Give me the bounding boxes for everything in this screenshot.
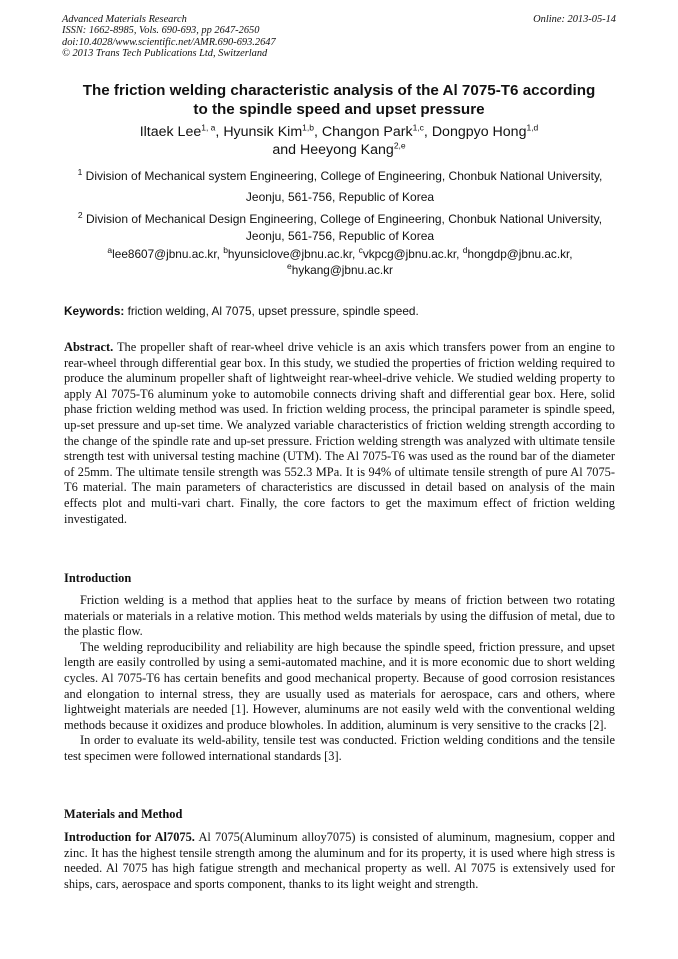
keywords-section <box>64 303 616 319</box>
introduction-heading: Introduction <box>64 571 132 585</box>
paper-title <box>55 82 623 119</box>
affiliation-2 <box>64 211 616 245</box>
email-sup: b <box>223 245 228 256</box>
journal-name: Advanced Materials Research <box>62 14 187 25</box>
issn-line: ISSN: 1662-8985, Vols. 690-693, pp 2647-2650 <box>62 25 260 37</box>
email-address[interactable]: lee8607@jbnu.ac.kr <box>112 247 217 261</box>
email-address[interactable]: vkpcg@jbnu.ac.kr <box>362 247 457 261</box>
affiliation-num: 2 <box>77 210 83 220</box>
mm-text: Al 7075(Aluminum alloy7075) is consisted of aluminum, magnesium, copper and zinc. It has the highest tensile strength among the aluminum and for its property, it is used where high stress is needed. Al 7075 has high fatigue strength and mechanical property as well. Al 7075 is extensively used for ships, cars, aerospace and sports component, thanks to its light weight and strength. <box>64 830 615 891</box>
email-list: $^a$lee8607@jbnu.ac.kr, $^b$hyunsiclove@jbnu.ac.kr, $^c$vkpcg@jbnu.ac.kr, $^d$hongdp@jbnu.ac.kr, $^e$hykang@jbnu.ac.kr <box>107 245 573 277</box>
affiliation-line: Jeonju, 561-756, Republic of Korea <box>245 229 435 243</box>
email-sup: a <box>107 245 113 256</box>
email-sup: d <box>462 245 468 256</box>
mm-subheading: Introduction for Al7075 <box>64 830 192 844</box>
author-list: Iltaek Lee$^{1, a}$, Hyunsik Kim$^{1,b}$, Changon Park$^{1,c}$, Dongpyo Hong$^{1,d}$ and Heeyong Kang$^{2,e}$ <box>139 122 539 158</box>
affiliation-line: Division of Mechanical system Engineering, College of Engineering, Chonbuk National University, <box>85 169 603 183</box>
keywords-label: Keywords: <box>64 304 125 318</box>
copyright-line: © 2013 Trans Tech Publications Ltd, Switzerland <box>62 47 268 59</box>
title-line-1: The friction welding characteristic analysis of the Al 7075-T6 according <box>82 82 596 99</box>
online-date: Online: 2013-05-14 <box>533 14 616 25</box>
introduction-section <box>64 593 615 765</box>
author-name: Hyunsik Kim <box>223 124 303 140</box>
keywords-text: friction welding, Al 7075, upset pressure, spindle speed. <box>127 304 419 318</box>
affiliation-line: Division of Mechanical Design Engineering, College of Engineering, Chonbuk National University, <box>86 212 603 226</box>
abstract-label: Abstract. <box>64 340 114 354</box>
intro-paragraph: In order to evaluate its weld-ability, tensile test was conducted. Friction welding conditions and the tensile test specimen were followed international standards [3]. <box>64 733 615 763</box>
email-address[interactable]: hongdp@jbnu.ac.kr <box>467 247 570 261</box>
email-sup: e <box>287 261 292 272</box>
author-sup: 1, a <box>201 122 216 133</box>
email-address[interactable]: hykang@jbnu.ac.kr <box>291 263 393 277</box>
author-sup: 2,e <box>393 139 406 150</box>
doi-line[interactable]: doi:10.4028/www.scientific.net/AMR.690-693.2647 <box>62 36 276 48</box>
author-name: Dongpyo Hong <box>431 124 527 140</box>
author-name: Changon Park <box>321 124 413 140</box>
affiliation-1 <box>64 166 616 207</box>
author-name: Heeyong Kang <box>299 141 394 158</box>
abstract-text: The propeller shaft of rear-wheel drive vehicle is an axis which transfers power from an engine to rear-wheel through differential gear box. In this study, we studied the properties of friction welding required to produce the aluminum propeller shaft of lightweight rear-wheel-drive vehicle. We studied welding property to apply Al 7075-T6 aluminum yoke to automobile connects driving shaft and differential gear box. Here, solid phase friction welding method was used. In friction welding process, the principal parameter is spindle speed, up-set pressure and up-set time. We analyzed variable characteristics of friction welding strength according to the change of the spindle rate and up-set pressure. Friction welding strength was analyzed with ultimate tensile strength test with universal testing machine (UTM). The Al 7075-T6 was used as the round bar of the diameter of 25mm. The ultimate tensile strength was 552.3 MPa. It is 94% of ultimate tensile strength of pure Al 7075-T6 material. The main parameters of characteristics are discussed in detail based on analysis of the main effects plot and multi-vari chart. Finally, the core factors to get the maximum effect of friction welding investigated. <box>64 340 615 526</box>
materials-method-heading: Materials and Method <box>64 807 183 821</box>
author-sup: 1,c <box>412 122 424 133</box>
intro-paragraph: The welding reproducibility and reliability are high because the spindle speed, friction pressure, and upset length are easily controlled by using a semi-automated machine, and it is more economic due to short welding cycles. Al 7075-T6 has certain benefits and good mechanical property. Because of good corrosion resistances and elongation to internal stress, they are usually used as materials for aerospace, cars and others, where lightweight materials are needed [1]. However, aluminums are not easily weld with the conventional welding methods because it oxidizes and produce blowholes. In addition, aluminum is very sensitive to the cracks [2]. <box>64 639 615 732</box>
title-line-2: to the spindle speed and upset pressure <box>193 100 485 118</box>
email-sup: c <box>358 245 363 256</box>
author-sup: 1,d <box>526 122 539 133</box>
author-name: Iltaek Lee <box>139 124 202 140</box>
intro-paragraph: Friction welding is a method that applies heat to the surface by means of friction between two rotating materials or materials in a relative motion. This method welds materials by using the diffusion of metal, due to the plastic flow. <box>64 593 615 639</box>
journal-header <box>62 14 616 59</box>
email-address[interactable]: hyunsiclove@jbnu.ac.kr <box>227 247 353 261</box>
author-sup: 1,b <box>302 122 314 133</box>
materials-method-section: Introduction for Al7075. Al 7075(Aluminum alloy7075) is consisted of aluminum, magnesium, copper and zinc. It has the highest tensile strength among the aluminum and for its property, it is used where high stress is needed. Al 7075 has high fatigue strength and mechanical property as well. Al 7075 is extensively used for ships, cars, aerospace and sports component, thanks to its light weight and strength. <box>64 830 615 891</box>
affiliation-line: Jeonju, 561-756, Republic of Korea <box>245 189 435 204</box>
abstract-section <box>64 340 615 527</box>
affiliation-num: 1 <box>77 167 83 177</box>
